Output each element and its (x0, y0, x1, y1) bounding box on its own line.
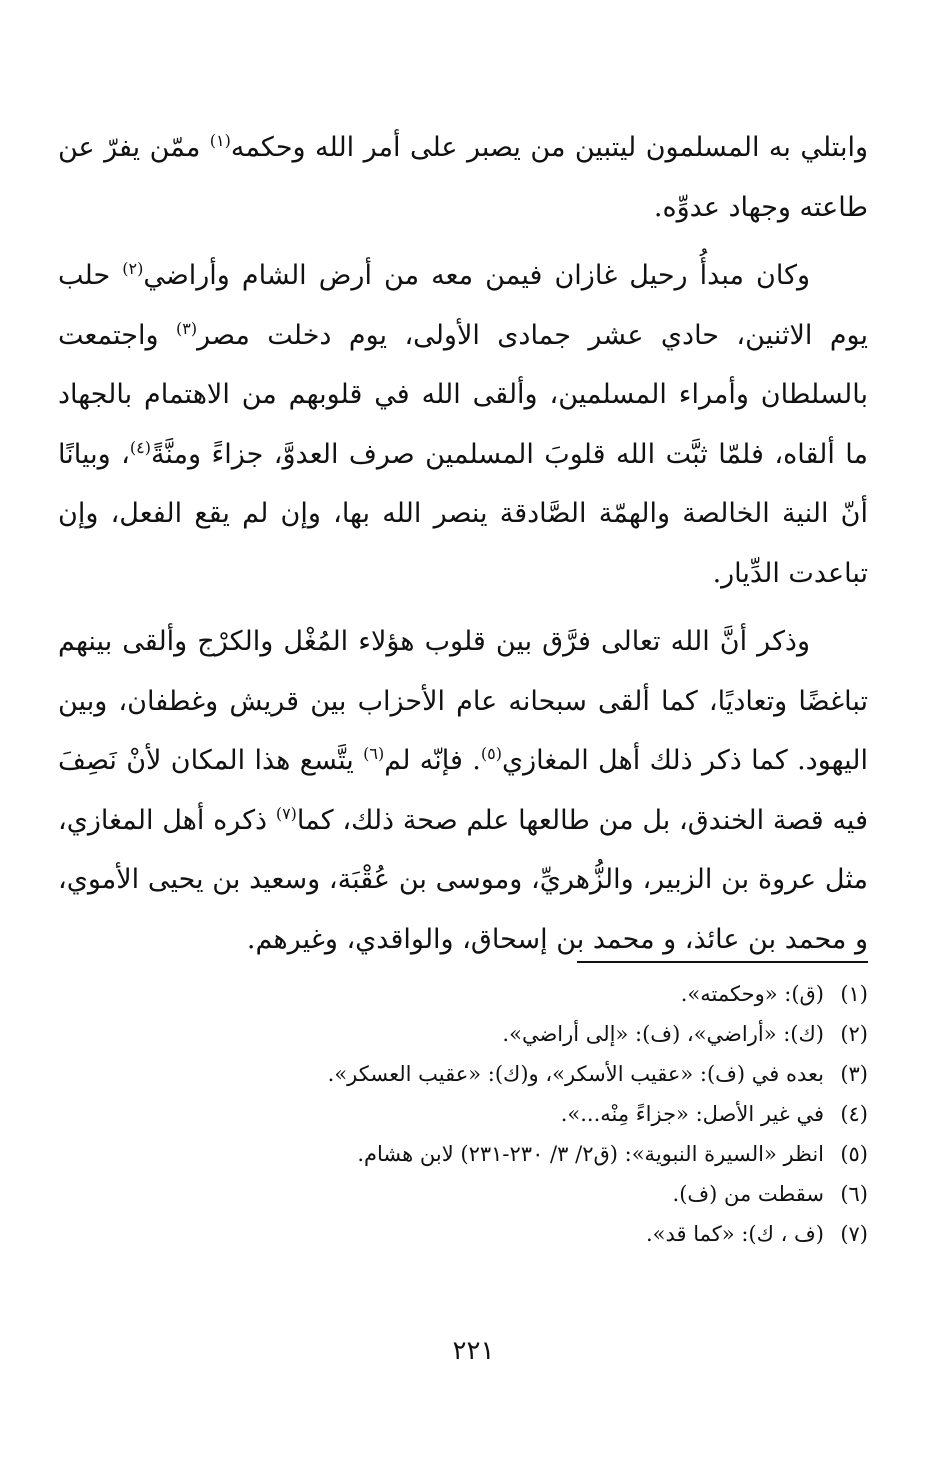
footnote-text: (ف ، ك): «كما قد». (646, 1222, 824, 1246)
main-text (58, 118, 868, 969)
footnote-number: (٢) (840, 1022, 868, 1046)
footnote-text: انظر «السيرة النبوية»: (ق٢/ ٣/ ٢٣٠-٢٣١) لابن هشام. (357, 1142, 824, 1166)
footnote-number: (٤) (840, 1102, 868, 1126)
footnote-item (200, 1014, 868, 1054)
footnote-item (200, 1214, 868, 1254)
text-run: يتَّسع هذا المكان لأنْ نَصِفَ فيه قصة الخندق، بل من طالعها علم صحة ذلك، كما (58, 745, 868, 836)
footnote-text: (ك): «أراضي»، (ف): «إلى أراضي». (502, 1022, 824, 1046)
paragraph-1 (58, 118, 868, 237)
footnote-divider (577, 961, 868, 963)
footnote-item (200, 1054, 868, 1094)
footnote-ref-3[interactable]: (٣) (175, 318, 198, 338)
footnote-number: (٥) (840, 1142, 868, 1166)
footnote-item (200, 974, 868, 1014)
footnote-ref-7[interactable]: (٧) (275, 803, 297, 823)
paragraph-2 (58, 246, 868, 603)
footnote-number: (١) (840, 982, 868, 1006)
text-run: وابتلي به المسلمون ليتبين من يصبر على أمر الله وحكمه (230, 132, 868, 163)
footnote-text: سقطت من (ف). (672, 1182, 824, 1206)
text-run: ، وبيانًا أنّ النية الخالصة والهمّة الصَّادقة ينصر الله بها، وإن لم يقع الفعل، وإن تباعدت الدِّيار. (58, 438, 868, 589)
text-run: ذكره أهل المغازي، مثل عروة بن الزبير، والزُّهريِّ، وموسى بن عُقْبَة، وسعيد بن يحيى الأموي، و محمد بن عائذ، و محمد بن إسحاق، والواقدي، وغيرهم. (58, 804, 868, 955)
footnote-item (200, 1134, 868, 1174)
footnote-number: (٣) (840, 1062, 868, 1086)
paragraph-3 (58, 612, 868, 969)
text-run: وذكر أنَّ الله تعالى فرَّق بين قلوب هؤلاء المُغْل والكرْج وألقى بينهم تباغضًا وتعاديًا، كما ألقى سبحانه عام الأحزاب بين قريش وغطفان، وبين اليهود. كما ذكر ذلك أهل المغازي (58, 626, 868, 776)
footnote-ref-5[interactable]: (٥) (480, 744, 502, 763)
footnote-number: (٧) (840, 1222, 868, 1246)
text-run: ممّن يفرّ عن طاعته وجهاد عدوِّه. (58, 132, 868, 223)
footnote-number: (٦) (840, 1182, 868, 1206)
footnotes-list (200, 974, 868, 1254)
page-number: ٢٢١ (452, 1336, 495, 1366)
footnote-text: (ق): «وحكمته». (680, 982, 824, 1006)
footnote-ref-1[interactable]: (١) (209, 131, 231, 150)
footnote-item (200, 1174, 868, 1214)
text-run: حلب يوم الاثنين، حادي عشر جمادى الأولى، يوم دخلت مصر (58, 260, 869, 351)
text-run: واجتمعت بالسلطان وأمراء المسلمين، وألقى الله في قلوبهم من الاهتمام بالجهاد ما ألقاه، فلمّا ثبَّت الله قلوبَ المسلمين صرف العدوَّ، جزاءً ومنَّةً (58, 319, 868, 470)
footnote-ref-4[interactable]: (٤) (129, 437, 151, 457)
text-run: . فإنّه لم (384, 745, 481, 776)
footnote-item (200, 1094, 868, 1134)
footnote-ref-2[interactable]: (٢) (122, 259, 144, 278)
footnote-ref-6[interactable]: (٦) (363, 744, 385, 763)
footnote-text: بعده في (ف): «عقيب الأسكر»، و(ك): «عقيب العسكر». (327, 1062, 824, 1086)
footnote-text: في غير الأصل: «جزاءً مِنْه...». (560, 1102, 824, 1126)
text-run: وكان مبدأُ رحيل غازان فيمن معه من أرض الشام وأراضي (143, 260, 810, 291)
